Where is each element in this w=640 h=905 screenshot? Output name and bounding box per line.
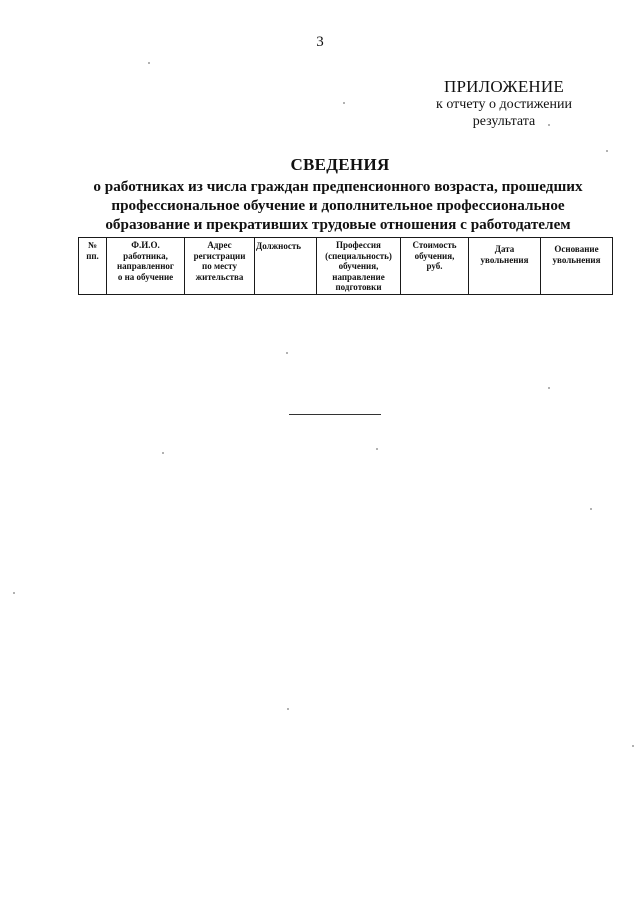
header-line: направленног: [116, 261, 174, 271]
col-header-dismissal-reason: [541, 238, 613, 295]
scan-speck: [148, 62, 150, 64]
header-line: подготовки: [335, 282, 382, 292]
header-line: увольнения: [480, 254, 529, 265]
header-line: №: [87, 240, 98, 250]
header-line: о на обучение: [117, 271, 174, 282]
header-line: Дата: [494, 244, 515, 254]
records-table: [78, 237, 613, 295]
document-subtitle: [88, 177, 588, 234]
signature-line: [289, 414, 381, 415]
scan-speck: [376, 448, 378, 450]
col-header-dismissal-date: [469, 238, 541, 295]
header-line: по месту: [202, 261, 237, 271]
header-line: обучения,: [338, 261, 379, 271]
header-line: жительства: [195, 271, 244, 282]
subtitle-line-1: о работниках из числа граждан предпенсионного возраста, прошедших: [93, 178, 583, 195]
header-line: Профессия: [336, 240, 381, 250]
scan-speck: [590, 508, 592, 510]
page-number: 3: [316, 34, 324, 50]
header-line: пп.: [86, 250, 99, 261]
appendix-block: [404, 77, 604, 130]
col-header-profession: [317, 238, 401, 295]
header-line: Должность: [256, 241, 302, 251]
subtitle-line-2: профессиональное обучение и дополнительное профессиональное: [111, 197, 565, 214]
scan-speck: [162, 452, 164, 454]
scan-speck: [286, 352, 288, 354]
header-line: руб.: [426, 261, 443, 271]
col-header-address: [185, 238, 255, 295]
scan-speck: [548, 387, 550, 389]
header-line: увольнения: [552, 254, 601, 265]
appendix-line-1: к отчету о достижении: [436, 97, 572, 112]
scan-speck: [606, 150, 608, 152]
header-line: направление: [332, 271, 385, 282]
header-line: (специальность): [325, 250, 392, 261]
col-header-full-name: [107, 238, 185, 295]
col-header-position: [255, 238, 317, 295]
header-line: регистрации: [193, 250, 246, 261]
appendix-title: ПРИЛОЖЕНИЕ: [444, 77, 564, 96]
scan-speck: [343, 102, 345, 104]
scan-speck: [13, 592, 15, 594]
header-line: Ф.И.О.: [131, 240, 160, 250]
appendix-line-2: результата: [472, 114, 536, 129]
scan-speck: [632, 745, 634, 747]
header-line: Стоимость: [412, 240, 457, 250]
table-header-row: [79, 238, 613, 295]
header-line: Адрес: [207, 240, 232, 250]
col-header-cost: [401, 238, 469, 295]
document-title: СВЕДЕНИЯ: [290, 155, 390, 174]
header-line: работника,: [123, 250, 168, 261]
col-header-number: [79, 238, 107, 295]
scan-speck: [548, 124, 550, 126]
header-line: обучения,: [414, 250, 455, 261]
subtitle-line-3: образование и прекративших трудовые отношения с работодателем: [105, 216, 571, 233]
scan-speck: [287, 708, 289, 710]
header-line: Основание: [554, 244, 599, 254]
